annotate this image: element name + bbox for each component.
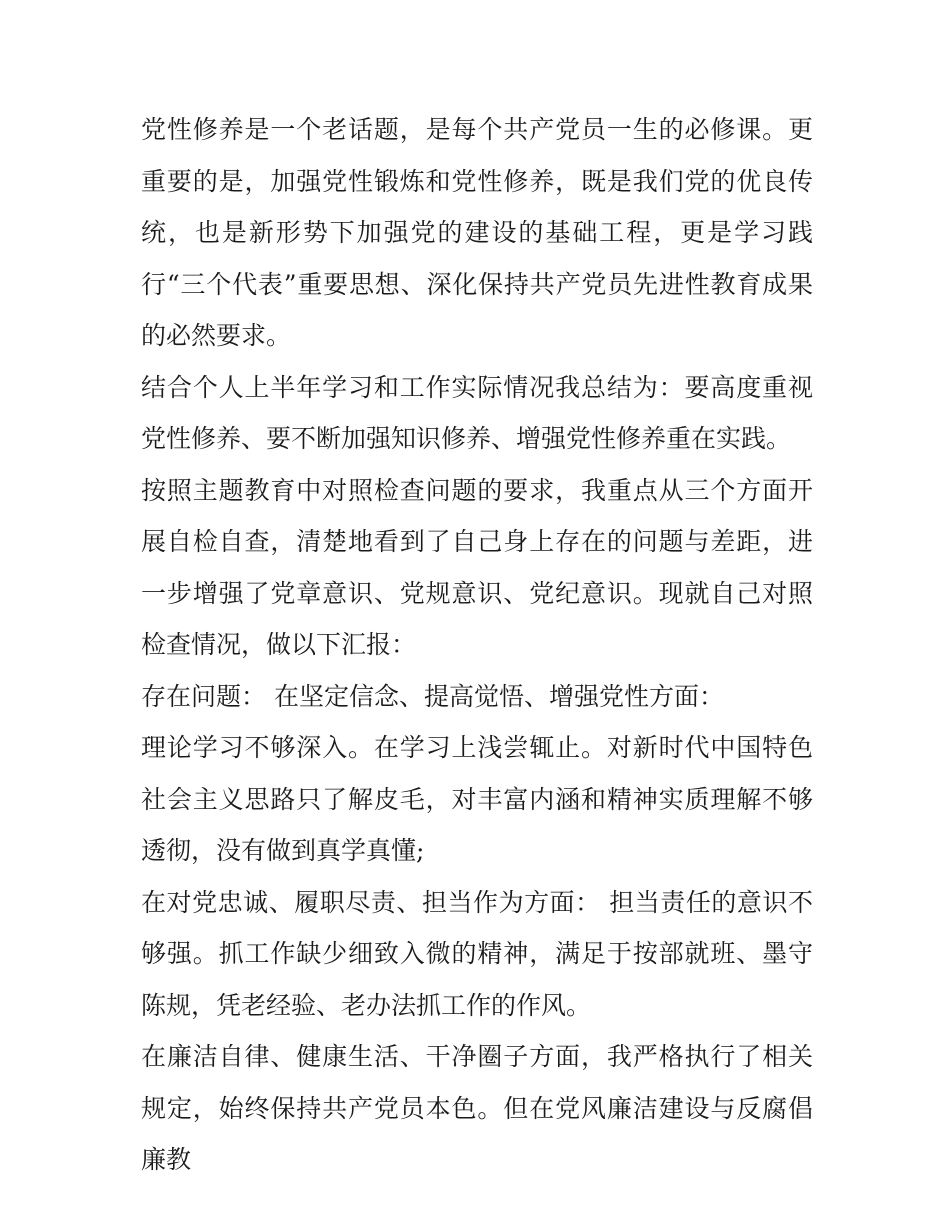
paragraph-integrity: 在廉洁自律、健康生活、干净圈子方面，我严格执行了相关规定，始终保持共产党员本色。但在党风廉洁建设与反腐倡廉教 xyxy=(141,1042,813,1174)
paragraph-party-cultivation: 党性修养是一个老话题，是每个共产党员一生的必修课。更重要的是，加强党性锻炼和党性修养，既是我们党的优良传统，也是新形势下加强党的建设的基础工程，更是学习践行“三个代表”重要思想、深化保持共产党员先进性教育成果的必然要求。 xyxy=(141,115,813,350)
paragraph-self-inspection: 按照主题教育中对照检查问题的要求，我重点从三个方面开展自检自查，清楚地看到了自己身上存在的问题与差距，进一步增强了党章意识、党规意识、党纪意识。现就自己对照检查情况，做以下汇报： xyxy=(141,475,813,659)
paragraph-summary: 结合个人上半年学习和工作实际情况我总结为：要高度重视党性修养、要不断加强知识修养、增强党性修养重在实践。 xyxy=(141,372,813,453)
paragraph-theory-study: 理论学习不够深入。在学习上浅尝辄止。对新时代中国特色社会主义思路只了解皮毛，对丰富内涵和精神实质理解不够透彻，没有做到真学真懂; xyxy=(141,733,813,865)
document-body xyxy=(141,104,813,1186)
paragraph-existing-problems: 存在问题： 在坚定信念、提高觉悟、增强党性方面： xyxy=(141,681,724,711)
paragraph-loyalty-duty: 在对党忠诚、履职尽责、担当作为方面： 担当责任的意识不够强。抓工作缺少细致入微的精神，满足于按部就班、墨守陈规，凭老经验、老办法抓工作的作风。 xyxy=(141,887,813,1020)
